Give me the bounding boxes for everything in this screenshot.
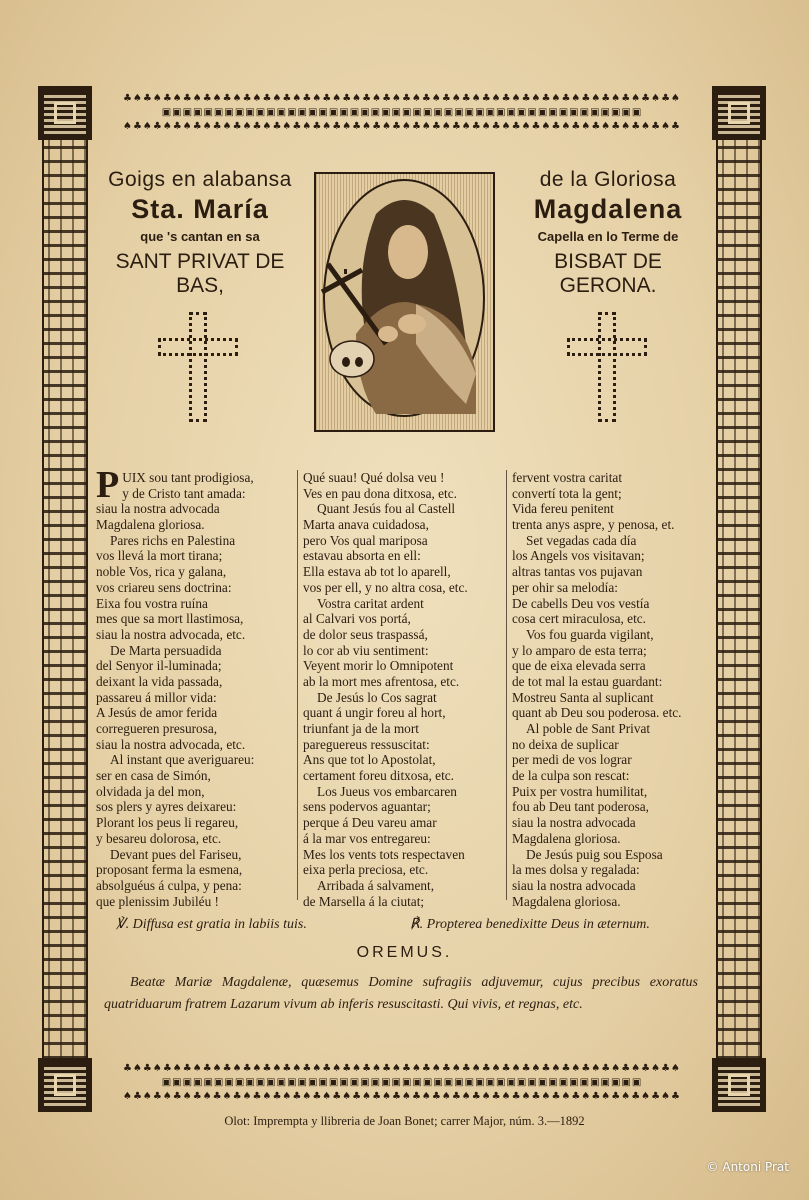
verse-line-text: pero Vos qual mariposa <box>303 532 428 548</box>
verse-line-text: del Senyor il-luminada; <box>96 658 222 674</box>
verse-line <box>512 894 712 910</box>
frame-border-bottom: ♣♠♣♠♣♠♣♠♣♠♣♠♣♠♣♠♣♠♣♠♣♠♣♠♣♠♣♠♣♠♣♠♣♠♣♠♣♠♣♠♣♠♣♠♣♠♣♠♣♠♣♠♣♠♣♠ ▣▣▣▣▣▣▣▣▣▣▣▣▣▣▣▣▣▣▣▣▣▣▣▣▣▣▣▣▣▣▣▣▣▣▣▣▣▣▣▣▣▣▣▣▣▣ ♠♣♠♣♠♣♠♣♠♣♠♣♠♣♠♣♠♣♠♣♠♣♠♣♠♣♠♣♠♣♠♣♠♣♠♣♠♣♠♣♠♣♠♣♠♣♠♣♠♣♠♣♠♣♠♣ <box>122 1063 682 1102</box>
verse-line <box>96 580 296 596</box>
cross-icon-right <box>567 312 647 422</box>
frame-border-top: ♣♠♣♠♣♠♣♠♣♠♣♠♣♠♣♠♣♠♣♠♣♠♣♠♣♠♣♠♣♠♣♠♣♠♣♠♣♠♣♠♣♠♣♠♣♠♣♠♣♠♣♠♣♠♣♠ ▣▣▣▣▣▣▣▣▣▣▣▣▣▣▣▣▣▣▣▣▣▣▣▣▣▣▣▣▣▣▣▣▣▣▣▣▣▣▣▣▣▣▣▣▣▣ ♠♣♠♣♠♣♠♣♠♣♠♣♠♣♠♣♠♣♠♣♠♣♠♣♠♣♠♣♠♣♠♣♠♣♠♣♠♣♠♣♠♣♠♣♠♣♠♣♠♣♠♣♠♣♠♣ <box>122 93 682 132</box>
frame-border-right <box>716 140 762 1058</box>
verse-line <box>303 533 503 549</box>
verse-line-text: sens podervos aguantar; <box>303 799 431 815</box>
verse-line <box>512 517 712 533</box>
verse-line <box>303 580 503 596</box>
column-divider-1 <box>297 470 298 900</box>
verse-line-text: A Jesús de amor ferida <box>96 705 218 721</box>
verse-line-text: Al poble de Sant Privat <box>526 721 651 736</box>
verse-line-text: Vos fou guarda vigilant, <box>526 626 654 642</box>
verse-line <box>512 486 712 502</box>
verse-line <box>303 784 503 800</box>
verse-line-text: De Jesús puig sou Esposa <box>526 846 663 862</box>
verse-line <box>303 752 503 768</box>
verse-line-text: convertí tota la gent; <box>512 485 622 501</box>
verse-line <box>512 815 712 831</box>
verse-line-text: Marta anava cuidadosa, <box>303 517 429 533</box>
verse-line <box>512 862 712 878</box>
verse-line <box>303 596 503 612</box>
verse-line-text: cosa cert miraculosa, etc. <box>512 611 647 627</box>
verse-line-text: Magdalena gloriosa. <box>512 830 621 846</box>
verse-line <box>96 815 296 831</box>
verse-line-text: absolguéus á culpa, y pena: <box>96 877 242 893</box>
verse-line <box>512 658 712 674</box>
verse-line-text: Pares richs en Palestina <box>110 532 236 548</box>
verse-line-text: pareguereus ressuscitat: <box>303 736 430 752</box>
verse-line-text: fou ab Deu tant poderosa, <box>512 799 649 815</box>
verse-line-text: Ella estava ab tot lo aparell, <box>303 564 451 580</box>
verse-line-text: sos plers y ayres deixareu: <box>96 799 237 815</box>
verse-line-text: Qué suau! Qué dolsa veu ! <box>303 470 445 485</box>
cross-icon-left <box>158 312 238 422</box>
header-right <box>508 168 708 298</box>
verse-line-text: de dolor seus traspassá, <box>303 626 428 642</box>
saint-portrait-engraving <box>314 172 495 432</box>
verse-line <box>512 596 712 612</box>
verse-line <box>512 799 712 815</box>
verse-line <box>96 501 296 517</box>
verse-line <box>303 878 503 894</box>
verse-line <box>96 862 296 878</box>
verse-line <box>303 486 503 502</box>
verse-line <box>512 533 712 549</box>
verse-line-text: De cabells Deu vos vestía <box>512 595 650 611</box>
verse-line-text: fervent vostra caritat <box>512 470 623 485</box>
verse-line <box>303 643 503 659</box>
verse-line-text: quant á ungir foreu al hort, <box>303 705 446 721</box>
verse-line-text: no deixa de suplicar <box>512 736 619 752</box>
verse-line-text: perque á Deu vareu amar <box>303 815 437 831</box>
verse-line <box>303 847 503 863</box>
verse-line <box>303 564 503 580</box>
verse-line-text: Ans que tot lo Apostolat, <box>303 752 436 768</box>
verse-line <box>303 470 503 486</box>
verse-line <box>303 815 503 831</box>
copyright-watermark: © Antoni Prat <box>706 1160 789 1174</box>
verse-line <box>96 831 296 847</box>
frame-border-left <box>42 140 88 1058</box>
header-left-line4: SANT PRIVAT DE BAS, <box>115 250 285 297</box>
frame-corner-bottom-left <box>38 1058 92 1112</box>
verse-column-3 <box>512 470 712 909</box>
verse-line <box>96 486 296 502</box>
verse-line <box>303 768 503 784</box>
verse-line <box>96 878 296 894</box>
verse-line <box>96 705 296 721</box>
verse-line <box>303 627 503 643</box>
verse-line-text: corregueren presurosa, <box>96 721 218 736</box>
verse-line-text: siau la nostra advocada, etc. <box>96 626 246 642</box>
verse-line-text: que de eixa elevada serra <box>512 658 646 674</box>
verse-line-text: siau la nostra advocada <box>512 815 636 831</box>
verse-line-text: Veyent morir lo Omnipotent <box>303 658 454 674</box>
verse-line-text: y besareu dolorosa, etc. <box>96 830 222 846</box>
verse-line-text: proposant ferma la esmena, <box>96 862 243 878</box>
verse-line <box>303 799 503 815</box>
verse-column-1 <box>96 464 296 909</box>
header-left-line1: Goigs en alabansa <box>108 168 292 191</box>
verse-line <box>512 690 712 706</box>
verse-line <box>512 627 712 643</box>
verse-line <box>96 721 296 737</box>
verse-line-text: siau la nostra advocada <box>96 501 220 517</box>
versicle: ℣. Diffusa est gratia in labiis tuis. <box>116 917 307 932</box>
header-left-line3: que 's cantan en sa <box>140 229 260 244</box>
verse-line <box>512 643 712 659</box>
verse-line <box>512 752 712 768</box>
column-divider-2 <box>506 470 507 900</box>
frame-corner-bottom-right <box>712 1058 766 1112</box>
verse-line-text: Mostreu Santa al suplicant <box>512 689 654 705</box>
verse-line-text: á la mar vos entregareu: <box>303 830 431 846</box>
verse-line-text: Eixa fou vostra ruína <box>96 595 208 611</box>
verse-line <box>512 611 712 627</box>
verse-line-text: De Marta persuadida <box>110 642 222 658</box>
verse-column-2 <box>303 470 503 909</box>
verse-line-text: de tot mal la estau guardant: <box>512 673 663 689</box>
verse-line <box>512 768 712 784</box>
verse-line <box>512 831 712 847</box>
verse-line-text: Los Jueus vos embarcaren <box>317 783 457 799</box>
verse-line-text: los Angels vos visitavan; <box>512 548 645 564</box>
verse-line-text: y lo amparo de esta terra; <box>512 642 647 658</box>
verse-line <box>303 690 503 706</box>
verse-line-text: Al instant que averiguareu: <box>110 752 255 768</box>
verse-line <box>96 799 296 815</box>
verse-line <box>512 737 712 753</box>
verse-line-text: Vostra caritat ardent <box>317 595 424 611</box>
verse-line-text: de Marsella á la ciutat; <box>303 893 425 909</box>
verse-line-text: ab la mort mes afrentosa, etc. <box>303 673 460 689</box>
verse-line-text: Magdalena gloriosa. <box>512 893 621 909</box>
verse-line <box>96 674 296 690</box>
response: ℟. Propterea benedixitte Deus in æternum. <box>410 917 650 932</box>
verse-line-text: y de Cristo tant amada: <box>122 485 246 501</box>
verse-line <box>303 737 503 753</box>
verse-line <box>512 501 712 517</box>
verse-line <box>96 627 296 643</box>
verse-line-text: Set vegadas cada día <box>526 532 637 548</box>
verse-line <box>96 533 296 549</box>
oremus-heading: OREMUS. <box>356 944 453 961</box>
verse-line-text: mes que sa mort llastimosa, <box>96 611 244 627</box>
verse-line-text: Puix per vostra humilitat, <box>512 783 648 799</box>
verse-line <box>96 564 296 580</box>
verse-line <box>512 580 712 596</box>
verse-line-text: vos llevá la mort tirana; <box>96 548 223 564</box>
printer-imprint: Olot: Imprempta y llibreria de Joan Bonet; carrer Major, núm. 3.—1892 <box>224 1114 585 1128</box>
verse-line-text: Devant pues del Fariseu, <box>110 846 242 862</box>
verse-line-text: certament foreu ditxosa, etc. <box>303 768 454 784</box>
verse-line <box>303 894 503 910</box>
verse-line <box>96 643 296 659</box>
header-left <box>100 168 300 298</box>
verse-line <box>96 768 296 784</box>
verse-line-text: siau la nostra advocada, etc. <box>96 736 246 752</box>
verse-line-text: Quant Jesús fou al Castell <box>317 501 456 517</box>
verse-line <box>512 878 712 894</box>
verse-line <box>303 674 503 690</box>
verse-line <box>96 690 296 706</box>
verse-line-text: olvidada ja del mon, <box>96 783 205 799</box>
verse-line <box>303 611 503 627</box>
verse-line <box>303 705 503 721</box>
verse-line <box>303 658 503 674</box>
verse-line-text: que plenissim Jubiléu ! <box>96 893 219 909</box>
verse-line-text: per medi de vos lograr <box>512 752 632 768</box>
verse-line <box>96 548 296 564</box>
verse-line-text: vos per ell, y no altra cosa, etc. <box>303 579 468 595</box>
verse-line <box>512 548 712 564</box>
verse-line <box>96 847 296 863</box>
header-right-line1: de la Gloriosa <box>539 168 677 191</box>
verse-line-text: De Jesús lo Cos sagrat <box>317 689 437 705</box>
verse-line-text: Plorant los peus li regareu, <box>96 815 239 831</box>
verse-line <box>512 847 712 863</box>
verse-line <box>303 862 503 878</box>
verse-line-text: al Calvari vos portá, <box>303 611 411 627</box>
header-right-line3: Capella en lo Terme de <box>537 229 679 244</box>
verse-line-text: Ves en pau dona ditxosa, etc. <box>303 485 457 501</box>
verse-line-text: eixa perla preciosa, etc. <box>303 862 429 878</box>
verse-line-text: estavau absorta en ell: <box>303 548 421 564</box>
header-left-line2: Sta. María <box>131 194 269 224</box>
header-right-line2: Magdalena <box>533 194 683 224</box>
verse-line <box>96 517 296 533</box>
verse-line-text: Mes los vents tots respectaven <box>303 846 465 862</box>
verse-line <box>96 611 296 627</box>
verse-line <box>96 737 296 753</box>
verse-line-text: lo cor ab viu sentiment: <box>303 642 429 658</box>
verse-line-text: trenta anys aspre, y penosa, et. <box>512 517 675 533</box>
verse-line-text: ser en casa de Simón, <box>96 768 211 784</box>
verse-line <box>96 596 296 612</box>
verse-line <box>303 517 503 533</box>
verse-line <box>512 721 712 737</box>
frame-corner-top-left <box>38 86 92 140</box>
verse-line <box>512 564 712 580</box>
frame-corner-top-right <box>712 86 766 140</box>
verse-line-text: per ohir sa melodía: <box>512 579 618 595</box>
verse-line <box>303 501 503 517</box>
verse-line <box>96 658 296 674</box>
verse-line-text: quant ab Deu sou poderosa. etc. <box>512 705 682 721</box>
verse-line <box>303 721 503 737</box>
verse-line-text: Arribada á salvament, <box>317 877 435 893</box>
verse-line-text: deixant la vida passada, <box>96 673 223 689</box>
verse-line-text: vos criareu sens doctrina: <box>96 579 232 595</box>
verse-line-text: la mes dolsa y regalada: <box>512 862 640 878</box>
verse-line <box>512 470 712 486</box>
verse-line <box>512 784 712 800</box>
verse-line <box>303 831 503 847</box>
verse-line-text: triunfant ja de la mort <box>303 721 419 736</box>
verse-line-text: Vida fereu penitent <box>512 501 614 517</box>
drop-cap: P <box>96 464 120 506</box>
verse-line <box>303 548 503 564</box>
header-right-line4: BISBAT DE GERONA. <box>554 250 662 297</box>
verse-line <box>512 674 712 690</box>
verse-line-text: passareu á millor vida: <box>96 689 217 705</box>
verse-line <box>512 705 712 721</box>
verse-line-text: UIX sou tant prodigiosa, <box>122 470 254 485</box>
verse-line <box>96 784 296 800</box>
verse-line-text: Magdalena gloriosa. <box>96 517 205 533</box>
verse-line-text: altras tantas vos pujavan <box>512 564 643 580</box>
verse-line-text: de la culpa son rescat: <box>512 768 630 784</box>
verse-line <box>96 752 296 768</box>
verse-line-text: siau la nostra advocada <box>512 877 636 893</box>
verse-line-text: noble Vos, rica y galana, <box>96 564 227 580</box>
verse-line <box>96 894 296 910</box>
prayer-text: Beatæ Mariæ Magdalenæ, quæsemus Domine sufragiis adjuvemur, cujus precibus exoratus quatriduarum fratrem Lazarum vivum ab inferis resuscitasti. Qui vivis, et regnas, etc. <box>104 975 698 1012</box>
